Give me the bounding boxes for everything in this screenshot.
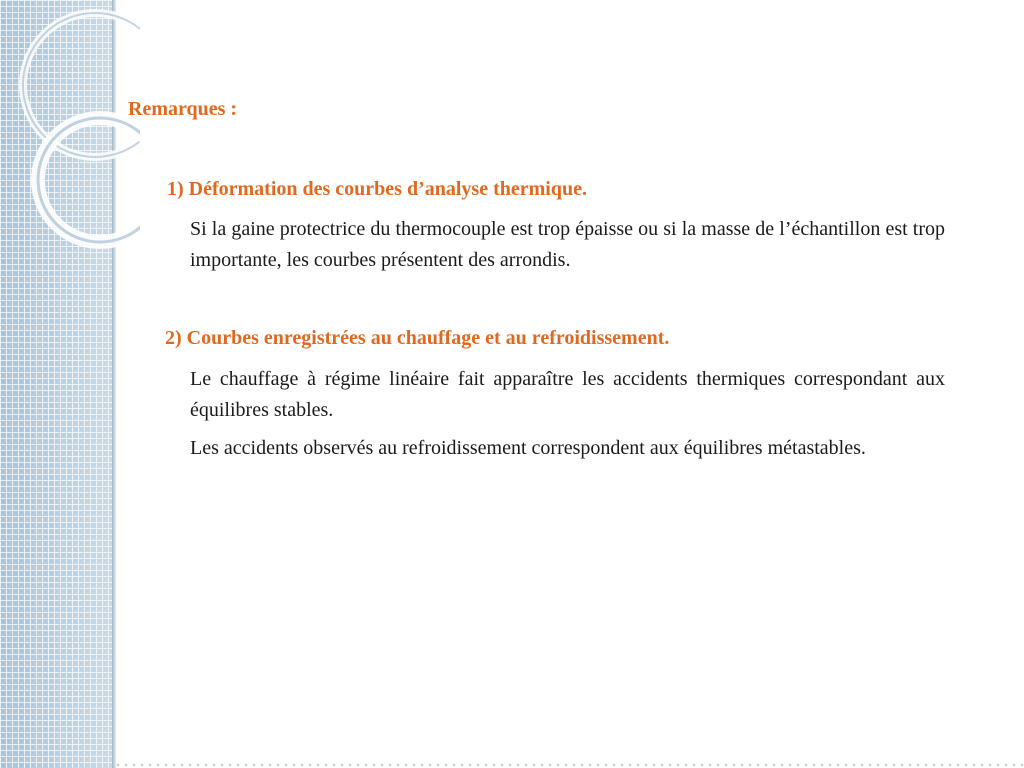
slide-title: Remarques : [128, 98, 238, 120]
section-2-paragraph-2: Les accidents observés au refroidissement correspondent aux équilibres métastables. [190, 437, 866, 459]
bottom-dotted-border [114, 762, 1024, 768]
section-2-paragraph-1: Le chauffage à régime linéaire fait apparaître les accidents thermiques correspondant aux équilibres stables. [190, 368, 945, 421]
section-1-heading: 1) Déformation des courbes d’analyse thermique. [167, 178, 587, 200]
section-1-paragraph-1: Si la gaine protectrice du thermocouple est trop épaisse ou si la masse de l’échantillon est trop importante, les courbes présentent des arrondis. [190, 218, 945, 271]
section-2-heading: 2) Courbes enregistrées au chauffage et au refroidissement. [165, 327, 670, 349]
side-grid-panel [0, 0, 114, 768]
side-panel-edge [112, 0, 116, 768]
